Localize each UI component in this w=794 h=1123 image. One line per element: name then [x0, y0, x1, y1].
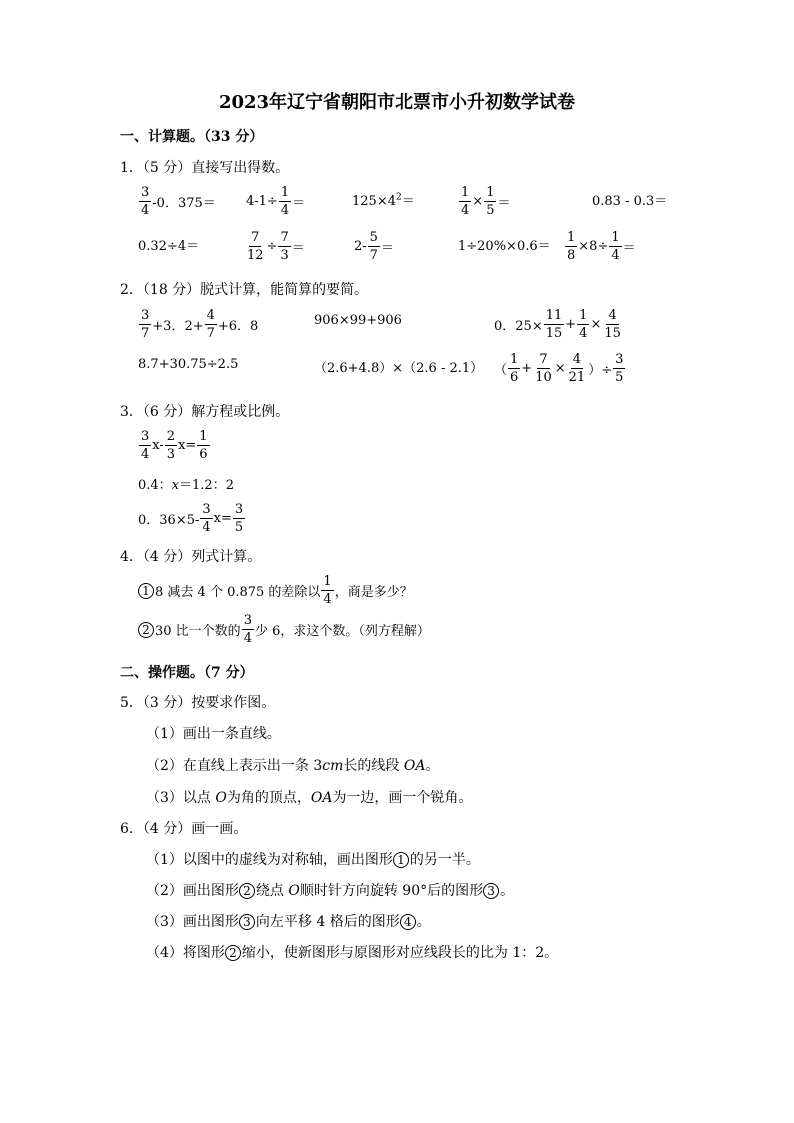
q6-step-3: （3）画出图形 3 向左平移 4 格后的图形 4 。 — [146, 914, 431, 930]
q3-equation-3: 0．36×5- $\frac{3}{4}$ x= $\frac{3}{5}$ — [138, 502, 244, 535]
circled-number: 3 — [239, 914, 255, 930]
q3-label: 3．（6 分）解方程或比例。 — [120, 404, 290, 420]
q5-step-3: （3）以点 O为角的顶点，OA为一边，画一个锐角。 — [146, 790, 473, 806]
q1-r1-b: 4-1÷ $\frac{1}{4}$ ＝ — [246, 185, 306, 218]
q3-equation-1: $\frac{3}{4}$ x- $\frac{2}{3}$ x= $\frac{1}{6}$ — [141, 429, 208, 462]
q2-r1-b: 906×99+906 — [314, 313, 402, 328]
q1-r1-c: $125\times 4^2=$ — [352, 192, 415, 209]
q5-step-2: （2）在直线上表示出一条 3cm长的线段 OA。 — [146, 758, 440, 774]
q6-label: 6．（4 分）画一画。 — [120, 821, 248, 837]
q6-step-2: （2）画出图形 2 绕点 O顺时针方向旋转 90°后的图形 3 。 — [146, 883, 515, 899]
q2-r1-c: 0．25× $\frac{11}{15}$ + $\frac{1}{4}$ × $\frac{4}{15}$ — [494, 308, 621, 341]
q1-label: 1．（5 分）直接写出得数。 — [120, 160, 290, 176]
q1-r2-a: 0.32÷4＝ — [138, 239, 200, 254]
q5-step-1: （1）画出一条直线。 — [146, 726, 281, 742]
q1-r1-d: $\frac{1}{4}$ × $\frac{1}{5}$ ＝ — [461, 185, 511, 218]
q1-r1-e: 0.83 - 0.3＝ — [592, 194, 668, 209]
q2-label: 2．（18 分）脱式计算，能简算的要简。 — [120, 282, 369, 298]
q1-r2-b: $\frac{7}{12}$ ÷ $\frac{7}{3}$ ＝ — [247, 230, 305, 263]
q3-equation-2: 0.4：x＝1.2：2 — [138, 478, 234, 493]
q1-r2-e: $\frac{1}{8}$ ×8÷ $\frac{1}{4}$ ＝ — [567, 230, 636, 263]
q4-item-1: 1 8 减去 4 个 0.875 的差除以 $\frac{1}{4}$ ，商是多少？ — [138, 573, 413, 608]
q2-r2-a: 8.7+30.75÷2.5 — [138, 357, 239, 372]
circled-number: 1 — [393, 852, 409, 868]
circled-number: 2 — [239, 883, 255, 899]
circled-number: 2 — [138, 622, 154, 638]
q6-step-1: （1）以图中的虚线为对称轴，画出图形 1 的另一半。 — [146, 852, 480, 868]
circled-number: 1 — [138, 583, 154, 599]
q5-label: 5．（3 分）按要求作图。 — [120, 695, 276, 711]
q2-r1-a: $\frac{3}{7}$ +3．2+ $\frac{4}{7}$ +6．8 — [141, 308, 259, 341]
circled-number: 2 — [225, 945, 241, 961]
q4-item-2: 2 30 比一个数的 $\frac{3}{4}$ 少 6，求这个数。（列方程解） — [138, 612, 430, 647]
q2-r2-c: （ $\frac{1}{6}$ + $\frac{7}{10}$ × $\frac{4}{21}$ ）÷ $\frac{3}{5}$ — [494, 352, 624, 385]
circled-number: 3 — [483, 883, 499, 899]
q1-r2-d: 1÷20%×0.6＝ — [458, 239, 551, 254]
q2-r2-b: （2.6+4.8）×（2.6 - 2.1） — [314, 361, 484, 376]
circled-number: 4 — [400, 914, 416, 930]
q1-r2-c: 2- $\frac{5}{7}$ ＝ — [354, 230, 394, 263]
section-1-heading: 一、计算题。（33 分） — [120, 129, 264, 145]
q1-r1-a: $\frac{3}{4}$ -0．375＝ — [141, 185, 216, 218]
section-2-heading: 二、操作题。（7 分） — [120, 665, 254, 681]
q4-label: 4．（4 分）列式计算。 — [120, 549, 262, 565]
q6-step-4: （4）将图形 2 缩小，使新图形与原图形对应线段长的比为 1：2。 — [146, 945, 559, 961]
page-title: 2023年辽宁省朝阳市北票市小升初数学试卷 — [218, 92, 576, 113]
